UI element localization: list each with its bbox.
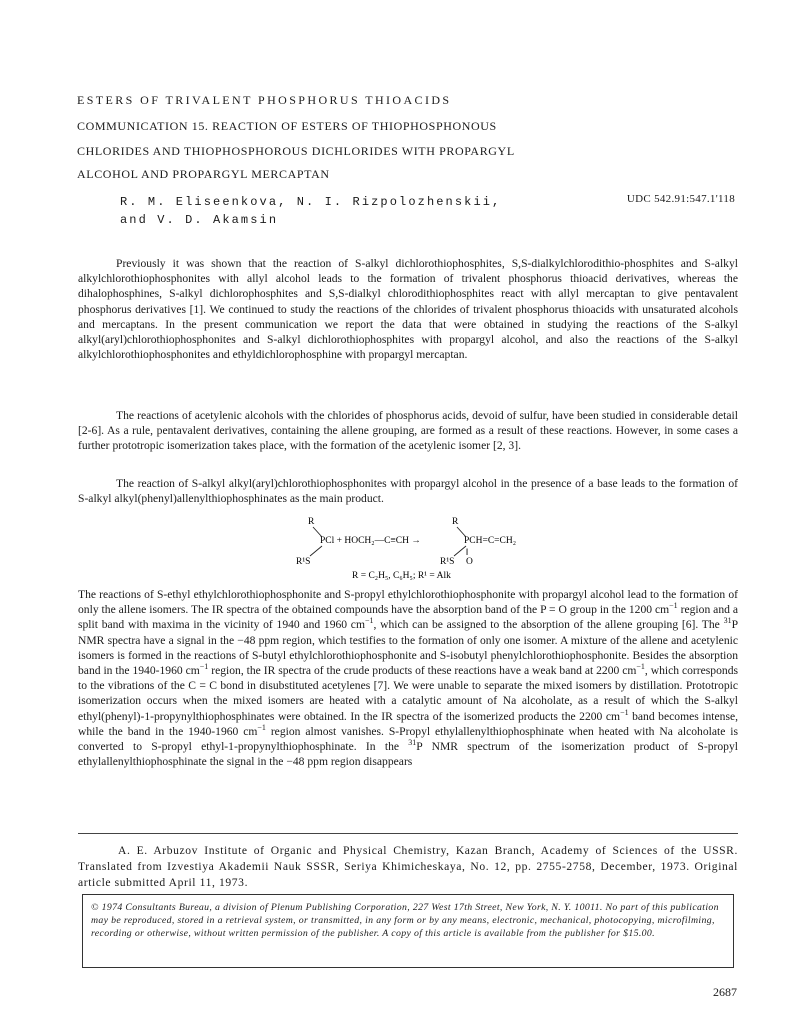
p4-seg-d: P NMR spectra have a signal in the −48 ppm region, which testifies to the formation of only one isomer. A mixture of the allene and acetylenic isomers is formed in the reactions of S-butyl ethylchlorothiophosphonite and S-isobutyl phenylchlorothiophosphonite. Besides the absorption band in the 1940-1960 cm bbox=[78, 618, 739, 678]
scheme-r-right: R bbox=[452, 517, 459, 527]
scheme-pcl: PCl + HOCH₂—C≡CH → bbox=[320, 536, 421, 546]
sup-minus1-e: −1 bbox=[620, 707, 629, 717]
p4-seg-f: , which corresponds to the vibrations of the C = C bond in disubstituted acetylenes [7]. We were unable to separate the mixed isomers by distillation. Prototropic isomerization occurs when the mixed isomers are heated with a catalytic amount of Na alcoholate, as a result of which the S-alkyl ethyl(phenyl)-1-propynylthiophosphinates were obtained. In the IR spectra of the isomerized products the 2200 cm bbox=[78, 664, 739, 723]
authors-line-1: R. M. Eliseenkova, N. I. Rizpolozhenskii, bbox=[120, 195, 502, 209]
reaction-scheme-svg bbox=[280, 514, 570, 584]
article-title-line-3: ALCOHOL AND PROPARGYL MERCAPTAN bbox=[77, 167, 330, 181]
p4-seg-c: , which can be assigned to the absorption of the allene grouping [6]. The bbox=[373, 618, 724, 632]
paragraph-3: The reaction of S-alkyl alkyl(aryl)chlorothiophosphonites with propargyl alcohol in the presence of a base leads to the formation of S-alkyl alkyl(phenyl)allenylthiophosphinates as the main product. bbox=[78, 477, 738, 506]
sup-minus1-d: −1 bbox=[636, 662, 645, 672]
scheme-r1s-left: R¹S bbox=[296, 557, 311, 567]
paragraph-1: Previously it was shown that the reaction of S-alkyl dichlorothiophosphites, S,S-dialkylchlorodithio-phosphites and S-alkyl alkylchlorothiophosphonites with allyl alcohol leads to the formation of trivalent phosphorus thioacid derivatives, whereas the dihalophosphines, S-alkyl dichlorophosphites and S,S-dialkyl chlorodithiophosphites react with allyl mercaptan to give pentavalent phosphorus derivatives [1]. We continued to study the reactions of the chlorides of trivalent phosphorus thioacids with unsaturated alcohols and mercaptans. In the present communication we report the data that were obtained in studying the reactions of the S-alkyl alkyl(aryl)chlorothiophosphonites and S-alkyl dichlorothiophosphites with propargyl alcohol, and also the reactions of the S-alkyl alkylchlorothiophosphonites and ethyldichlorophosphine with propargyl mercaptan. bbox=[78, 257, 738, 362]
sup-minus1-b: −1 bbox=[364, 616, 374, 626]
affiliation-note: A. E. Arbuzov Institute of Organic and Physical Chemistry, Kazan Branch, Academy of Sciences of the USSR. Translated from Izvestiya Akademii Nauk SSSR, Seriya Khimicheskaya, No. 12, pp. 2755-2758, December, 1973. Original article submitted April 11, 1973. bbox=[78, 844, 738, 889]
copyright-box bbox=[82, 894, 734, 968]
bond-p-s-right bbox=[454, 546, 466, 556]
scheme-product: PCH=C=CH₂ bbox=[464, 536, 517, 546]
paragraph-2: The reactions of acetylenic alcohols with the chlorides of phosphorus acids, devoid of sulfur, have been studied in considerable detail [2-6]. As a rule, pentavalent derivatives, containing the allene grouping, are formed as a result of these reactions. However, in some cases a further prototropic isomerization takes place, with the formation of the acetylenic isomer [2, 3]. bbox=[78, 409, 738, 453]
article-title-line-1: COMMUNICATION 15. REACTION OF ESTERS OF THIOPHOSPHONOUS bbox=[77, 119, 497, 133]
p4-seg-e: region, the IR spectra of the crude products of these reactions have a weak band at 2200 cm bbox=[208, 664, 637, 678]
p4-seg-b: region and a split band with maxima in the vicinity of 1940 and 1960 cm bbox=[78, 603, 738, 632]
bond-p-s-left bbox=[310, 546, 322, 556]
series-title: ESTERS OF TRIVALENT PHOSPHORUS THIOACIDS bbox=[77, 93, 452, 107]
p4-seg-h: region almost vanishes. S-Propyl ethylallenylthiophosphinate when heated with Na alcoholate is converted to S-propyl ethyl-1-propynylthiophosphinate. In the bbox=[78, 724, 738, 754]
article-title-line-2: CHLORIDES AND THIOPHOSPHOROUS DICHLORIDES WITH PROPARGYL bbox=[77, 144, 515, 158]
copyright-text: © 1974 Consultants Bureau, a division of Plenum Publishing Corporation, 227 West 17th Street, New York, N. Y. 10011. No part of this publication may be reproduced, stored in a retrieval system, or transmitted, in any form or by any means, electronic, mechanical, photocopying, microfilming, recording or otherwise, without written permission of the publisher. A copy of this article is available from the publisher for $15.00. bbox=[91, 902, 719, 939]
sup-31-b: 31 bbox=[408, 738, 417, 748]
p4-seg-a: The reactions of S-ethyl ethylchlorothiophosphonite and S-propyl ethylchlorothiophosphonite with propargyl alcohol lead to the formation of only the allene isomers. The IR spectra of the obtained compounds have the absorption band of the P = O group in the 1200 cm bbox=[78, 588, 738, 617]
authors bbox=[120, 193, 540, 229]
page-number: 2687 bbox=[713, 985, 737, 999]
authors-line-2: and V. D. Akamsin bbox=[120, 213, 279, 227]
sup-31-a: 31 bbox=[723, 616, 732, 626]
reaction-scheme bbox=[280, 514, 570, 584]
sup-minus1-c: −1 bbox=[199, 662, 209, 672]
scheme-r1s-right: R¹S bbox=[440, 557, 455, 567]
udc-code: UDC 542.91:547.1'118 bbox=[626, 193, 735, 205]
scheme-double-bond: ‖ bbox=[466, 547, 469, 557]
scheme-r-left: R bbox=[308, 517, 315, 527]
paragraph-4 bbox=[78, 587, 738, 769]
scheme-o: O bbox=[466, 557, 473, 567]
scheme-legend: R = C₂H₅, C₆H₅; R¹ = Alk bbox=[352, 571, 451, 581]
p4-seg-i: P NMR spectrum of the isomerization product of S-propyl ethylallenylthiophosphinate the signal in the −48 ppm region disappears bbox=[78, 740, 738, 769]
sup-minus1-f: −1 bbox=[257, 722, 266, 732]
p4-seg-g: band becomes intense, while the band in the 1940-1960 cm bbox=[78, 709, 739, 738]
footnote-divider bbox=[78, 833, 738, 834]
sup-minus1-a: −1 bbox=[669, 601, 678, 611]
